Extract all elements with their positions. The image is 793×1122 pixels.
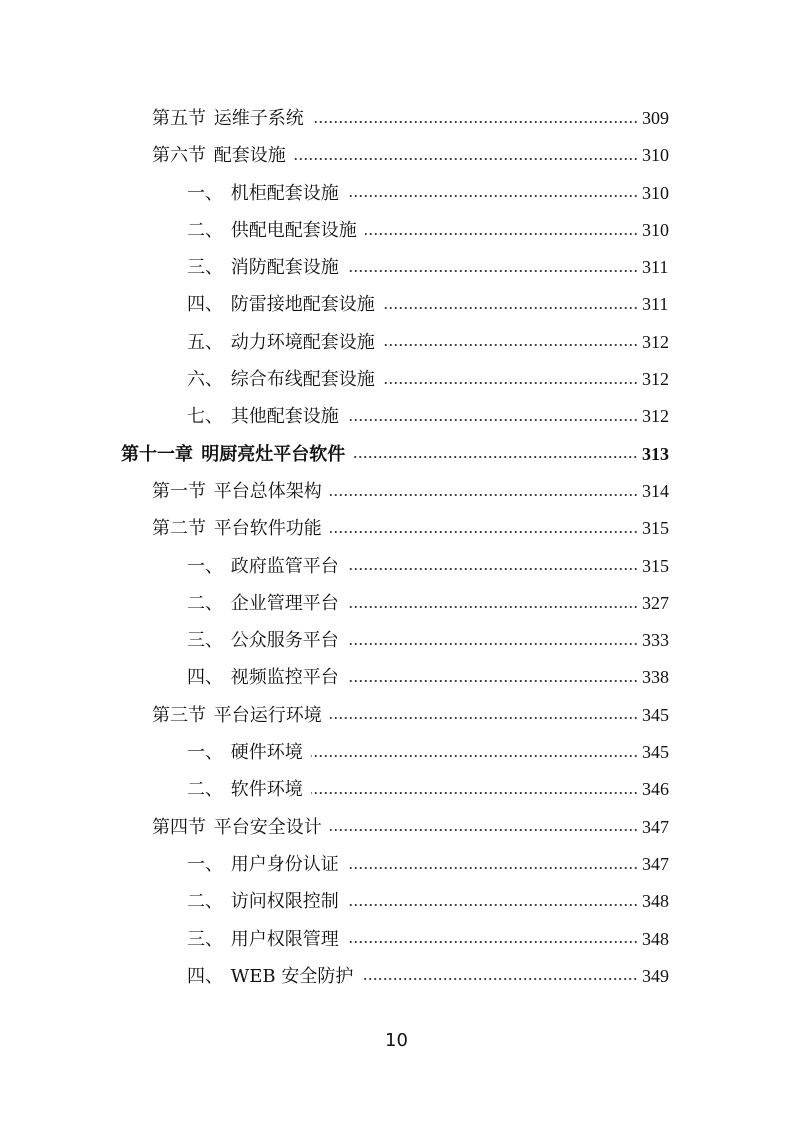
toc-entry-page: 333 <box>642 630 669 651</box>
toc-entry[interactable] <box>0 809 793 846</box>
toc-entry-number: 三、 <box>187 630 223 652</box>
toc-dot-leader <box>347 941 638 943</box>
toc-entry-title: 企业管理平台 <box>230 592 339 614</box>
toc-entry-number: 一、 <box>187 853 223 875</box>
toc-dot-leader <box>383 307 638 309</box>
toc-entry-title: 运维子系统 <box>213 108 304 129</box>
toc-entry[interactable] <box>0 398 793 435</box>
toc-entry-number: 第四节 <box>152 816 206 838</box>
toc-dot-leader <box>353 456 638 458</box>
toc-entry-page: 349 <box>642 965 669 986</box>
toc-entry-page: 348 <box>642 928 669 949</box>
toc-dot-leader <box>347 568 638 570</box>
toc-entry-number: 第十一章 <box>121 443 193 465</box>
toc-dot-leader <box>347 643 638 645</box>
toc-entry-number: 三、 <box>187 257 223 279</box>
toc-entry-page: 312 <box>642 406 669 427</box>
toc-entry-page: 310 <box>642 145 669 166</box>
toc-entry-page: 310 <box>642 219 669 240</box>
toc-entry-number: 第六节 <box>152 145 206 167</box>
toc-entry-page: 312 <box>642 369 669 390</box>
toc-dot-leader <box>312 121 638 123</box>
toc-dot-leader <box>365 233 638 235</box>
toc-entry-page: 313 <box>642 443 669 464</box>
toc-entry-title: WEB 安全防护 <box>230 965 354 987</box>
table-of-contents <box>0 100 793 995</box>
toc-entry[interactable] <box>0 100 793 137</box>
toc-entry-title: 供配电配套设施 <box>230 219 357 241</box>
toc-dot-leader <box>347 606 638 608</box>
toc-entry[interactable] <box>0 659 793 696</box>
toc-dot-leader <box>330 531 638 533</box>
toc-entry[interactable] <box>0 324 793 361</box>
page-number: 10 <box>385 1030 408 1051</box>
toc-entry-page: 347 <box>642 853 669 874</box>
toc-dot-leader <box>361 978 638 980</box>
toc-entry-number: 一、 <box>187 555 223 577</box>
toc-dot-leader <box>311 755 638 757</box>
toc-entry-title: 平台总体架构 <box>213 480 322 502</box>
toc-entry-title: 消防配套设施 <box>230 257 339 279</box>
toc-dot-leader <box>347 904 638 906</box>
toc-dot-leader <box>330 829 638 831</box>
toc-entry-number: 四、 <box>187 667 223 689</box>
toc-entry[interactable] <box>0 883 793 920</box>
toc-entry-title: 机柜配套设施 <box>230 182 339 204</box>
toc-entry-page: 315 <box>642 518 669 539</box>
toc-entry[interactable] <box>0 622 793 659</box>
toc-entry[interactable] <box>0 286 793 323</box>
toc-entry-title: 软件环境 <box>230 779 303 801</box>
toc-dot-leader <box>294 158 638 160</box>
toc-entry-number: 四、 <box>187 965 223 987</box>
toc-entry[interactable] <box>0 734 793 771</box>
toc-entry[interactable] <box>0 249 793 286</box>
toc-dot-leader <box>311 792 638 794</box>
toc-entry-number: 第五节 <box>152 108 206 129</box>
toc-entry-number: 二、 <box>187 779 223 801</box>
toc-dot-leader <box>347 680 638 682</box>
toc-entry-title: 用户权限管理 <box>230 928 339 950</box>
toc-entry-number: 六、 <box>187 369 223 391</box>
toc-entry[interactable] <box>0 436 793 473</box>
toc-entry-number: 第一节 <box>152 480 206 502</box>
toc-entry[interactable] <box>0 846 793 883</box>
toc-entry-title: 配套设施 <box>213 145 286 167</box>
toc-dot-leader <box>330 494 638 496</box>
toc-entry[interactable] <box>0 771 793 808</box>
toc-entry[interactable] <box>0 548 793 585</box>
toc-entry-number: 一、 <box>187 182 223 204</box>
toc-entry-title: 综合布线配套设施 <box>230 369 375 391</box>
toc-entry-number: 五、 <box>187 331 223 353</box>
toc-dot-leader <box>330 717 638 719</box>
toc-entry[interactable] <box>0 697 793 734</box>
toc-dot-leader <box>347 195 638 197</box>
toc-entry[interactable] <box>0 473 793 510</box>
toc-entry-page: 311 <box>642 257 669 278</box>
toc-entry-title: 防雷接地配套设施 <box>230 294 375 316</box>
toc-entry-page: 345 <box>642 704 669 725</box>
toc-entry[interactable] <box>0 921 793 958</box>
toc-entry-page: 315 <box>642 555 669 576</box>
toc-entry-page: 311 <box>642 294 669 315</box>
toc-entry-number: 四、 <box>187 294 223 316</box>
toc-dot-leader <box>383 344 638 346</box>
toc-entry-title: 平台软件功能 <box>213 518 322 540</box>
toc-entry-page: 310 <box>642 182 669 203</box>
toc-dot-leader <box>347 419 638 421</box>
toc-entry-title: 用户身份认证 <box>230 853 339 875</box>
toc-entry-title: 访问权限控制 <box>230 891 339 913</box>
toc-entry-page: 346 <box>642 779 669 800</box>
toc-entry-number: 三、 <box>187 928 223 950</box>
toc-entry-title: 平台运行环境 <box>213 704 322 726</box>
toc-entry-title: 公众服务平台 <box>230 630 339 652</box>
toc-entry-page: 348 <box>642 891 669 912</box>
toc-entry-page: 314 <box>642 480 669 501</box>
toc-entry-title: 其他配套设施 <box>230 406 339 428</box>
toc-entry-title: 明厨亮灶平台软件 <box>201 443 346 465</box>
toc-entry-title: 平台安全设计 <box>213 816 322 838</box>
toc-entry-title: 政府监管平台 <box>230 555 339 577</box>
toc-entry-number: 一、 <box>187 742 223 764</box>
toc-entry-page: 338 <box>642 667 669 688</box>
toc-entry-number: 二、 <box>187 592 223 614</box>
toc-dot-leader <box>347 867 638 869</box>
toc-entry-page: 312 <box>642 331 669 352</box>
toc-entry[interactable] <box>0 585 793 622</box>
toc-entry-number: 二、 <box>187 219 223 241</box>
toc-dot-leader <box>347 270 638 272</box>
toc-entry-page: 347 <box>642 816 669 837</box>
toc-entry-page: 345 <box>642 742 669 763</box>
toc-entry-title: 视频监控平台 <box>230 667 339 689</box>
toc-entry-number: 第二节 <box>152 518 206 540</box>
toc-entry-number: 二、 <box>187 891 223 913</box>
toc-entry-title: 硬件环境 <box>230 742 303 764</box>
toc-entry-page: 309 <box>642 108 669 128</box>
toc-dot-leader <box>383 382 638 384</box>
toc-entry[interactable] <box>0 361 793 398</box>
toc-entry-title: 动力环境配套设施 <box>230 331 375 353</box>
toc-entry[interactable] <box>0 510 793 547</box>
toc-entry[interactable] <box>0 212 793 249</box>
toc-entry[interactable] <box>0 175 793 212</box>
toc-entry[interactable] <box>0 137 793 174</box>
toc-entry-number: 第三节 <box>152 704 206 726</box>
toc-entry-number: 七、 <box>187 406 223 428</box>
toc-entry-page: 327 <box>642 592 669 613</box>
toc-entry[interactable] <box>0 958 793 995</box>
